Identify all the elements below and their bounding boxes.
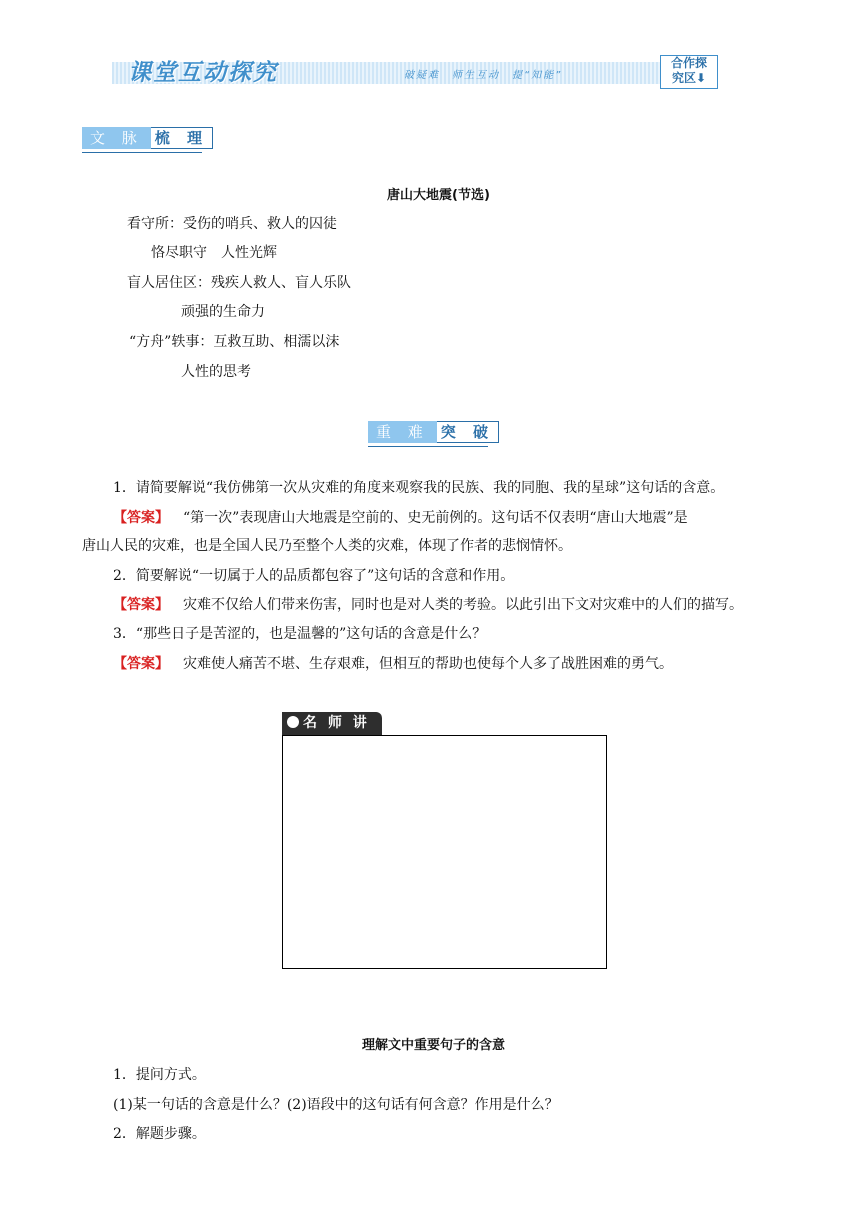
question-1: 1．请简要解说“我仿佛第一次从灾难的角度来观察我的民族、我的同胞、我的星球”这句话的含意。 <box>113 480 725 496</box>
answer-label: 【答案】 <box>113 510 169 526</box>
bullet-dot-icon <box>287 716 299 728</box>
answer-text: 灾难不仅给人们带来伤害，同时也是对人类的考验。以此引出下文对灾难中的人们的描写。 <box>183 597 743 613</box>
section-tag-outline <box>82 127 213 149</box>
outline-item: 看守所：受伤的哨兵、救人的囚徒 <box>127 216 337 232</box>
lecture-line: 2．解题步骤。 <box>113 1126 206 1142</box>
section-tag-underline <box>82 152 202 153</box>
section-tag-key-points <box>368 421 499 443</box>
outline-item: 恪尽职守 人性光辉 <box>151 245 277 261</box>
answer-2 <box>113 595 743 615</box>
answer-3 <box>113 654 673 674</box>
section-tag-underline <box>368 446 488 447</box>
answer-label: 【答案】 <box>113 597 169 613</box>
answer-1-line-1 <box>113 508 688 528</box>
outline-item: “方舟”轶事：互救互助、相濡以沫 <box>129 334 340 350</box>
answer-label: 【答案】 <box>113 656 169 672</box>
header-title: 课堂互动探究 <box>128 59 278 86</box>
answer-text: “第一次”表现唐山大地震是空前的、史无前例的。这句话不仅表明“唐山大地震”是 <box>183 510 688 526</box>
section-tag-a: 文 脉 <box>82 127 151 149</box>
badge-line-1: 合作探 <box>670 56 707 70</box>
teacher-lecture-box <box>282 735 607 969</box>
cooperative-exploration-badge <box>660 55 718 89</box>
outline-title: 唐山大地震(节选) <box>387 188 490 203</box>
question-3: 3．“那些日子是苦涩的，也是温馨的”这句话的含意是什么？ <box>113 626 487 642</box>
lecture-line: 1．提问方式。 <box>113 1067 206 1083</box>
header-subtitle: 破疑难 师生互动 提“知能” <box>404 70 563 81</box>
outline-item: 人性的思考 <box>181 364 251 380</box>
answer-text: 灾难使人痛苦不堪、生存艰难，但相互的帮助也使每个人多了战胜困难的勇气。 <box>183 656 673 672</box>
lecture-title: 理解文中重要句子的含意 <box>362 1038 506 1053</box>
outline-item: 顽强的生命力 <box>181 304 265 320</box>
teacher-lecture-tab <box>282 712 382 754</box>
badge-line-2: 究区⬇ <box>671 71 707 85</box>
question-2: 2．简要解说“一切属于人的品质都包容了”这句话的含意和作用。 <box>113 568 515 584</box>
section-tag-b: 梳 理 <box>151 127 213 149</box>
teacher-lecture-label: 名 师 讲 坛 <box>282 715 370 754</box>
lecture-line: (1)某一句话的含意是什么？(2)语段中的这句话有何含意？作用是什么？ <box>113 1097 559 1113</box>
answer-1-line-2: 唐山人民的灾难，也是全国人民乃至整个人类的灾难，体现了作者的悲悯情怀。 <box>82 538 572 554</box>
section-tag-b: 突 破 <box>437 421 499 443</box>
outline-item: 盲人居住区：残疾人救人、盲人乐队 <box>127 275 351 291</box>
section-tag-a: 重 难 <box>368 421 437 443</box>
